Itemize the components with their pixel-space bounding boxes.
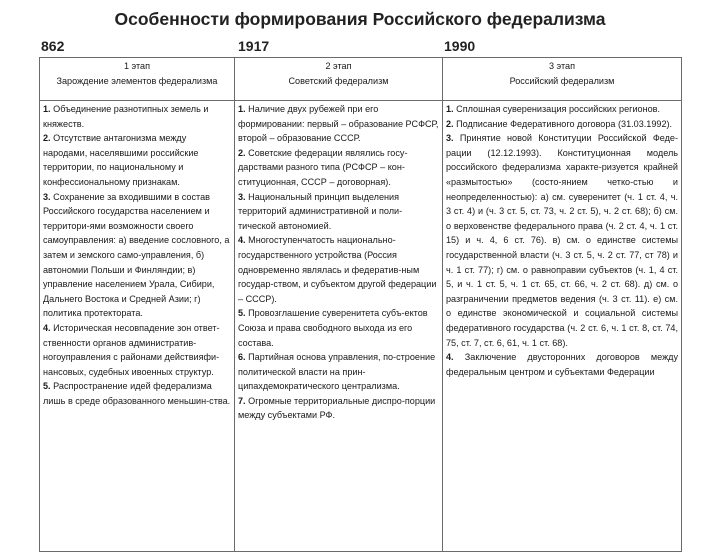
- list-item: [43, 321, 231, 379]
- page-title: Особенности формирования Российского федерализма: [114, 9, 606, 29]
- item-text: Наличие двух рубежей при его формировании: первый – образование РСФСР, второй – образование СССР.: [238, 104, 439, 144]
- item-number: 6.: [238, 352, 246, 363]
- list-item: [446, 117, 678, 132]
- item-number: 3.: [43, 191, 51, 202]
- item-number: 4.: [446, 352, 454, 363]
- list-item: [238, 394, 439, 423]
- item-number: 1.: [446, 104, 454, 114]
- list-item: [238, 233, 439, 306]
- item-number: 3.: [238, 191, 246, 202]
- stage-1-header: [40, 58, 235, 101]
- list-item: [238, 146, 439, 190]
- list-item: [238, 190, 439, 234]
- stage-3-header: [443, 58, 682, 101]
- item-number: 2.: [238, 147, 246, 158]
- stage-3-name: Российский федерализм: [509, 75, 615, 86]
- stage-1-name: Зарождение элементов федерализма: [56, 75, 218, 86]
- item-number: 2.: [43, 133, 51, 144]
- list-item: [446, 131, 678, 350]
- stage-1-number: 1 этап: [123, 61, 151, 71]
- list-item: [238, 306, 439, 350]
- item-text: Объединение разнотипных земель и княжеств.: [43, 104, 209, 129]
- item-text: Принятие новой Конституции Российской Феде-рации (12.12.1993). Конституционная модель российского федерализма характе-ризуется крайней «размытостью» (состо-янием четко-стью и неопределенностью): а) см. суверенитет (ч. 1 ст. 4, ч. 3 ст. 4) и (ч. 3 ст. 5, ст. 73, ч. 2 ст. 5), ч. 2 ст. 68); б) см. о верховенстве федерального права (ч. 2 ст. 4, ч. 1 ст. 15) и ч. 4, 6 ст. 76). в) см. о единстве системы государственной власти (ч. 3 ст. 5, ч. 2 ст. 77, ст 78) и ч. 1 ст. 77); г) см. о равноправии субъектов (ч. 1, 4 ст. 5, и ч. 1 ст. 5, ч. 1 ст. 65, ст. 66, ч. 2 ст. 68). д) см. о разграничении предметов ведения (ч. 3 ст. 11). е) см. о единстве экономической и социальной системы федеративного государства (ч. 2 ст. 6, ч. 1 ст. 8, ст. 74, 75, ст. 7, ст. 6, 61, ч. 1 ст. 68).: [446, 133, 678, 348]
- item-number: 1.: [238, 104, 246, 114]
- item-text: Советские федерации являлись госу-дарствами разного типа (РСФСР – кон-ституционная, СССР – договорная).: [238, 147, 408, 187]
- item-text: Распространение идей федерализма лишь в среде образованного меньшин-ства.: [43, 381, 231, 406]
- item-number: 7.: [238, 395, 246, 406]
- item-text: Партийная основа управления, по-строение политической власти на прин-ципахдемократического централизма.: [238, 352, 436, 392]
- federalism-stages-table: [39, 57, 682, 552]
- list-item: [446, 102, 678, 117]
- item-text: Заключение двусторонних договоров между федеральным центром и субъектами Федерации: [446, 352, 679, 377]
- list-item: [43, 102, 231, 131]
- year-stage-3: 1990: [444, 38, 476, 54]
- list-item: [446, 350, 678, 379]
- list-item: [43, 131, 231, 189]
- item-number: 4.: [43, 322, 51, 333]
- item-text: Многоступенчатость национально-государственного устройства (Россия одновременно являлась и федератив-ным государ-ством, и субъектом другой федерации – СССР).: [238, 235, 437, 304]
- item-number: 3.: [446, 133, 454, 144]
- item-number: 5.: [43, 381, 51, 392]
- item-number: 2.: [446, 118, 454, 129]
- list-item: [238, 350, 439, 394]
- stage-3-content: [443, 101, 682, 552]
- table-header-row: [40, 58, 682, 101]
- stage-3-number: 3 этап: [548, 61, 576, 71]
- stage-2-name: Советский федерализм: [288, 75, 389, 86]
- item-text: Огромные территориальные диспро-порции между субъектами РФ.: [238, 395, 436, 421]
- stage-2-header: [235, 58, 443, 101]
- item-text: Отсутствие антагонизма между народами, населявшими российские территории, по национальному и конфессиональному признакам.: [43, 133, 199, 187]
- stage-1-content: [40, 101, 235, 552]
- item-text: Провозглашение суверенитета субъ-ектов Союза и права свободного выхода из его состава.: [238, 308, 428, 348]
- year-stage-1: 862: [41, 38, 65, 54]
- item-number: 4.: [238, 235, 246, 246]
- list-item: [238, 102, 439, 146]
- item-text: Сплошная суверенизация российских регионов.: [456, 104, 661, 114]
- item-number: 5.: [238, 308, 246, 319]
- item-number: 1.: [43, 104, 51, 114]
- stage-2-number: 2 этап: [325, 61, 352, 71]
- stage-2-content: [235, 101, 443, 552]
- item-text: Сохранение за входившими в состав Российского государства населением и территори-ями возможности своего самоуправления: а) введение сословного, а затем и земского само-управления, б) автономии Польши и Финляндии; в) управление населением Урала, Сибири, Дальнего Востока и Средней Азии; г) политика протектората.: [43, 191, 230, 319]
- item-text: Историческая несовпадение зон ответ-ственности органов административ-ногоуправления с районами действияфи-нансовых, судебных ивоенных структур.: [43, 322, 220, 377]
- list-item: [43, 379, 231, 408]
- table-body-row: [40, 101, 682, 552]
- year-stage-2: 1917: [238, 38, 270, 54]
- item-text: Национальный принцип выделения территорий административной и поли-тической автономией.: [238, 191, 403, 231]
- item-text: Подписание Федеративного договора (31.03.1992).: [456, 118, 673, 129]
- list-item: [43, 190, 231, 321]
